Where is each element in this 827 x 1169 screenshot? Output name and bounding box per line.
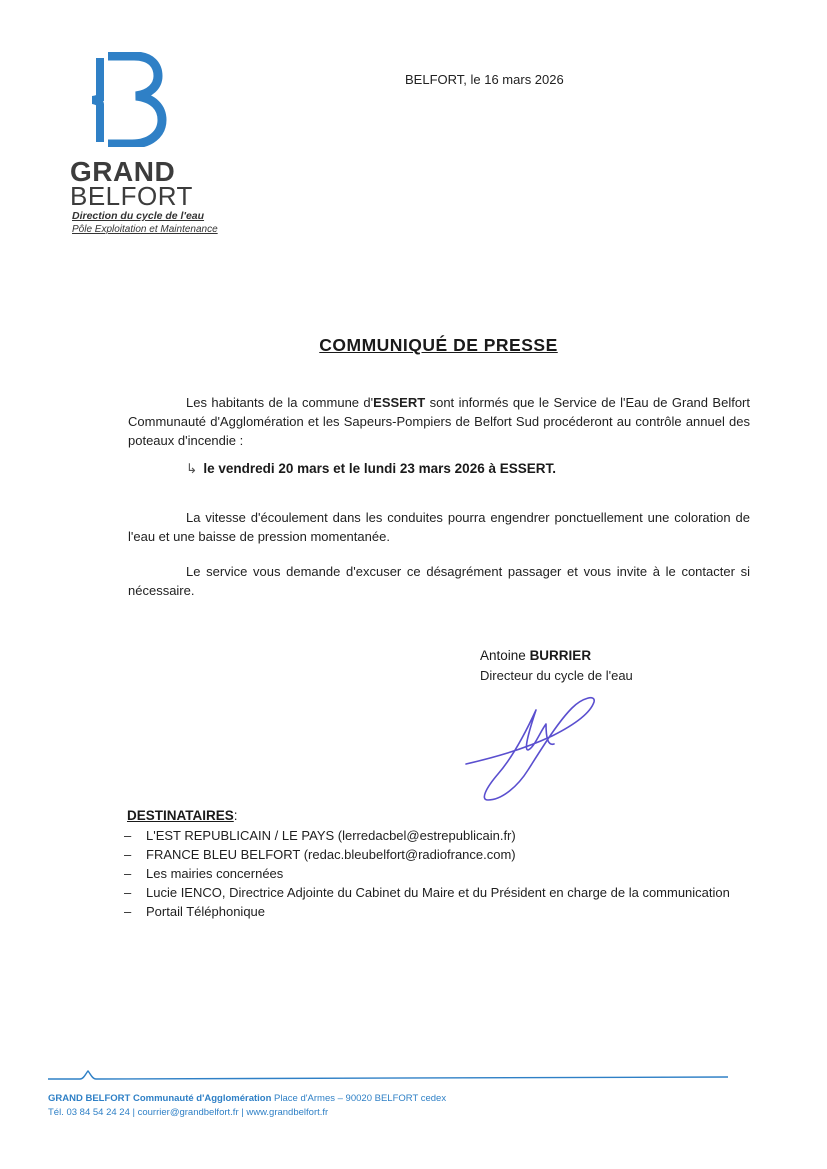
paragraph-apology: [128, 562, 750, 600]
handwritten-signature-icon: [462, 688, 602, 806]
logo-department: Direction du cycle de l'eau: [72, 210, 205, 222]
grand-belfort-logo-icon: [88, 52, 170, 147]
logo-brand-line2: BELFORT: [70, 181, 193, 211]
footer-org-bold: GRAND BELFORT: [48, 1093, 131, 1104]
recipient-text: Les mairies concernées: [146, 866, 284, 881]
recipients-list: [124, 826, 752, 921]
list-item: [124, 845, 752, 864]
signatory-name: [480, 648, 591, 663]
logo-brand-line1: GRAND: [70, 156, 176, 187]
footer-contact: Tél. 03 84 54 24 24 | courrier@grandbelfort.fr | www.grandbelfort.fr: [48, 1107, 329, 1118]
date-line: BELFORT, le 16 mars 2026: [405, 72, 564, 87]
footer-address: Place d'Armes – 90020 BELFORT cedex: [271, 1093, 447, 1104]
list-item: [124, 902, 752, 921]
paragraph-intro-start: Les habitants de la commune d': [186, 395, 374, 410]
bullet: –: [124, 828, 132, 843]
bullet: –: [124, 885, 132, 900]
recipients-title: [127, 808, 238, 823]
recipient-text: L'EST REPUBLICAIN / LE PAYS (lerredacbel@estrepublicain.fr): [146, 828, 516, 843]
bullet: –: [124, 866, 132, 881]
paragraph-intro: [128, 393, 750, 450]
paragraph-apology-text: Le service vous demande d'excuser ce désagrément passager et vous invite à le contacter si nécessaire.: [128, 564, 750, 598]
logo-division: Pôle Exploitation et Maintenance: [72, 224, 218, 235]
recipient-text: Portail Téléphonique: [146, 904, 266, 919]
bullet: –: [124, 847, 132, 862]
document-title: COMMUNIQUÉ DE PRESSE: [319, 335, 558, 355]
recipient-text: Lucie IENCO, Directrice Adjointe du Cabinet du Maire et du Président en charge de la communication: [146, 885, 730, 900]
commune-name: ESSERT: [373, 395, 426, 410]
signatory-role: Directeur du cycle de l'eau: [480, 668, 633, 683]
recipients-title-suffix: :: [233, 808, 238, 823]
recipients-title-text: DESTINATAIRES: [127, 808, 234, 823]
recipient-text: FRANCE BLEU BELFORT (redac.bleubelfort@radiofrance.com): [146, 847, 516, 862]
paragraph-intro-end: sont informés que le Service de l'Eau de Grand Belfort Communauté d'Agglomération et les Sapeurs-Pompiers de Belfort Sud procéderont au contrôle annuel des poteaux d'incendie :: [128, 395, 750, 448]
signatory-first-name: Antoine: [480, 648, 526, 663]
footer-divider-icon: [48, 1069, 728, 1085]
highlight-text: le vendredi 20 mars et le lundi 23 mars 2026 à ESSERT.: [203, 461, 556, 476]
highlight-dates: [186, 461, 556, 477]
paragraph-water-flow-text: La vitesse d'écoulement dans les conduites pourra engendrer ponctuellement une coloration de l'eau et une baisse de pression momentanée.: [128, 510, 750, 544]
list-item: [124, 883, 752, 902]
bullet: –: [124, 904, 132, 919]
arrow-icon: ↳: [186, 461, 198, 476]
signatory-last-name: BURRIER: [529, 648, 592, 663]
footer-organization: [48, 1093, 446, 1104]
paragraph-water-flow: [128, 508, 750, 546]
list-item: [124, 826, 752, 845]
list-item: [124, 864, 752, 883]
footer-org-rest: Communauté d'Agglomération: [130, 1093, 272, 1104]
